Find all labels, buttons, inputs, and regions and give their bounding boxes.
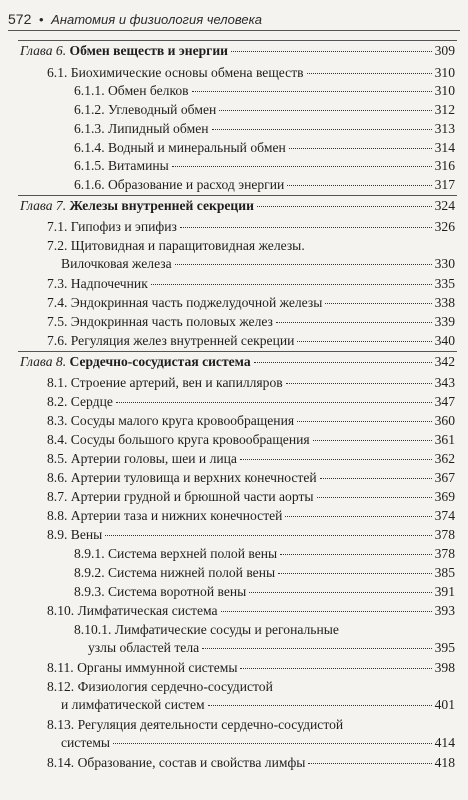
entry-text: 8.8. Артерии таза и нижних конечностей: [47, 508, 283, 523]
dot-leader: [180, 227, 432, 228]
page-ref: 312: [434, 102, 455, 117]
entry-text: 8.10.1. Лимфатические сосуды и регональные: [74, 622, 339, 637]
toc-entry: [74, 545, 455, 563]
entry-text: 8.5. Артерии головы, шеи и лица: [47, 451, 237, 466]
dot-leader: [212, 129, 432, 130]
entry-text: 6.1.2. Углеводный обмен: [74, 102, 217, 117]
toc-entry: [47, 469, 455, 487]
page-ref: 401: [434, 697, 455, 712]
entry-text: 8.14. Образование, состав и свойства лимфы: [47, 755, 306, 770]
dot-leader: [307, 73, 432, 74]
page-ref: 335: [434, 276, 455, 291]
toc-entry: [47, 393, 455, 411]
entry-text: 7.2. Щитовидная и паращитовидная железы.: [47, 238, 305, 253]
page-ref: 391: [434, 584, 455, 599]
dot-leader: [278, 573, 431, 574]
entry-text: 8.4. Сосуды большого круга кровообращения: [47, 432, 310, 447]
page-ref: 310: [434, 83, 455, 98]
toc-entry: [47, 488, 455, 506]
entry-text: 8.10. Лимфатическая система: [47, 603, 218, 618]
dot-leader: [320, 478, 432, 479]
chapter-label: Глава 7.: [20, 198, 67, 213]
entry-text: 6.1.1. Обмен белков: [74, 83, 189, 98]
toc-entry: [47, 431, 455, 449]
page-ref: 378: [434, 527, 455, 542]
toc-entry: [47, 374, 455, 392]
entry-text: 8.7. Артерии грудной и брюшной части аорты: [47, 489, 314, 504]
dot-leader: [202, 648, 431, 649]
dot-leader: [254, 362, 432, 363]
toc-entry: [47, 507, 455, 525]
dot-leader: [175, 264, 432, 265]
entry-text: 8.9.2. Система нижней полой вены: [74, 565, 276, 580]
page-ref: 343: [434, 375, 455, 390]
page-ref: 338: [434, 295, 455, 310]
entry-text: 6.1.3. Липидный обмен: [74, 121, 209, 136]
page-ref: 313: [434, 121, 455, 136]
chapter-title: Обмен веществ и энергии: [69, 43, 229, 58]
toc-entry: [47, 275, 455, 293]
toc-entry: [47, 237, 455, 273]
dot-leader: [249, 592, 431, 593]
entry-text: 8.1. Строение артерий, вен и капилляров: [47, 375, 283, 390]
entry-text: 8.11. Органы иммунной системы: [47, 660, 238, 675]
dot-leader: [105, 535, 431, 536]
toc-entry: [47, 412, 455, 430]
toc-chapter: [20, 353, 455, 371]
entry-text: 7.3. Надпочечник: [47, 276, 148, 291]
toc-entry: [47, 332, 455, 350]
page-ref: 347: [434, 394, 455, 409]
entry-text: 6.1.4. Водный и минеральный обмен: [74, 140, 286, 155]
page-ref: 330: [434, 256, 455, 271]
entry-text: 6.1.5. Витамины: [74, 158, 169, 173]
entry-text: 7.1. Гипофиз и эпифиз: [47, 219, 177, 234]
toc-entry: [47, 659, 455, 677]
dot-leader: [285, 516, 431, 517]
page-ref: 414: [434, 735, 455, 750]
toc-chapter: [20, 197, 455, 215]
page-ref: 324: [434, 198, 455, 213]
page-ref: 314: [434, 140, 455, 155]
entry-text: Вилочковая железа: [61, 256, 172, 271]
entry-text: 8.3. Сосуды малого круга кровообращения: [47, 413, 295, 428]
dot-leader: [289, 148, 432, 149]
dot-leader: [317, 497, 432, 498]
entry-text: и лимфатической систем: [61, 697, 205, 712]
entry-text: 7.6. Регуляция желез внутренней секреции: [47, 333, 295, 348]
page-ref: 398: [434, 660, 455, 675]
dot-leader: [208, 705, 432, 706]
page-ref: 310: [434, 65, 455, 80]
dot-leader: [287, 185, 431, 186]
page-ref: 317: [434, 177, 455, 192]
dot-leader: [192, 91, 432, 92]
dot-leader: [221, 611, 432, 612]
page-ref: 316: [434, 158, 455, 173]
toc-entry: [74, 82, 455, 100]
toc-entry: [74, 583, 455, 601]
dot-leader: [219, 110, 431, 111]
chapter-label: Глава 6.: [20, 43, 67, 58]
toc-entry: [74, 564, 455, 582]
page-ref: 309: [434, 43, 455, 58]
dot-leader: [297, 421, 432, 422]
dot-leader: [325, 303, 431, 304]
page-ref: 326: [434, 219, 455, 234]
page-ref: 378: [434, 546, 455, 561]
dot-leader: [280, 554, 431, 555]
chapter-title: Сердечно-сосудистая система: [69, 354, 251, 369]
entry-text: 6.1. Биохимические основы обмена веществ: [47, 65, 304, 80]
dot-leader: [276, 322, 432, 323]
toc-entry: [74, 120, 455, 138]
toc-entry: [47, 450, 455, 468]
page-ref: 374: [434, 508, 455, 523]
page-ref: 360: [434, 413, 455, 428]
entry-text: 8.9.3. Система воротной вены: [74, 584, 247, 599]
page-ref: 385: [434, 565, 455, 580]
page-ref: 339: [434, 314, 455, 329]
page-ref: 369: [434, 489, 455, 504]
entry-text: 8.6. Артерии туловища и верхних конечностей: [47, 470, 317, 485]
toc-entry: [74, 157, 455, 175]
chapter-rule: [18, 40, 457, 41]
entry-text: 8.12. Физиология сердечно-сосудистой: [47, 679, 273, 694]
chapter-rule: [18, 351, 457, 352]
header-separator: •: [38, 12, 44, 27]
entry-text: 8.9. Вены: [47, 527, 103, 542]
entry-text: 6.1.6. Образование и расход энергии: [74, 177, 285, 192]
toc-entry: [74, 101, 455, 119]
dot-leader: [240, 459, 432, 460]
toc-entry: [47, 526, 455, 544]
page-ref: 367: [434, 470, 455, 485]
toc-entry: [74, 139, 455, 157]
dot-leader: [257, 206, 432, 207]
entry-text: 8.13. Регуляция деятельности сердечно-сосудистой: [47, 717, 344, 732]
toc-chapter: [20, 42, 455, 60]
entry-text: 8.2. Сердце: [47, 394, 113, 409]
toc-entry: [47, 678, 455, 714]
dot-leader: [151, 284, 432, 285]
dot-leader: [113, 743, 432, 744]
toc-entry: [74, 176, 455, 194]
toc-entry: [74, 621, 455, 657]
page-ref: 340: [434, 333, 455, 348]
chapter-title: Железы внутренней секреции: [69, 198, 254, 213]
page-ref: 395: [434, 640, 455, 655]
page-ref: 342: [434, 354, 455, 369]
dot-leader: [172, 166, 432, 167]
dot-leader: [231, 51, 432, 52]
toc-entry: [47, 218, 455, 236]
page-ref: 361: [434, 432, 455, 447]
dot-leader: [313, 440, 432, 441]
toc-entry: [47, 313, 455, 331]
entry-text: 8.9.1. Система верхней полой вены: [74, 546, 278, 561]
running-head: [8, 8, 460, 31]
toc-entry: [47, 294, 455, 312]
dot-leader: [308, 763, 431, 764]
entry-text: 7.5. Эндокринная часть половых желез: [47, 314, 273, 329]
toc-entry: [47, 716, 455, 752]
dot-leader: [297, 341, 431, 342]
page-ref: 418: [434, 755, 455, 770]
chapter-label: Глава 8.: [20, 354, 67, 369]
entry-text: 7.4. Эндокринная часть поджелудочной железы: [47, 295, 323, 310]
toc-entry: [47, 602, 455, 620]
page-number: 572: [8, 11, 32, 27]
entry-text: системы: [61, 735, 111, 750]
entry-text: узлы областей тела: [88, 640, 200, 655]
chapter-rule: [18, 195, 457, 196]
page-ref: 393: [434, 603, 455, 618]
dot-leader: [116, 402, 432, 403]
toc-entry: [47, 754, 455, 772]
book-title: Анатомия и физиология человека: [51, 12, 262, 27]
toc-entry: [47, 64, 455, 82]
page-ref: 362: [434, 451, 455, 466]
dot-leader: [240, 668, 431, 669]
dot-leader: [286, 383, 432, 384]
